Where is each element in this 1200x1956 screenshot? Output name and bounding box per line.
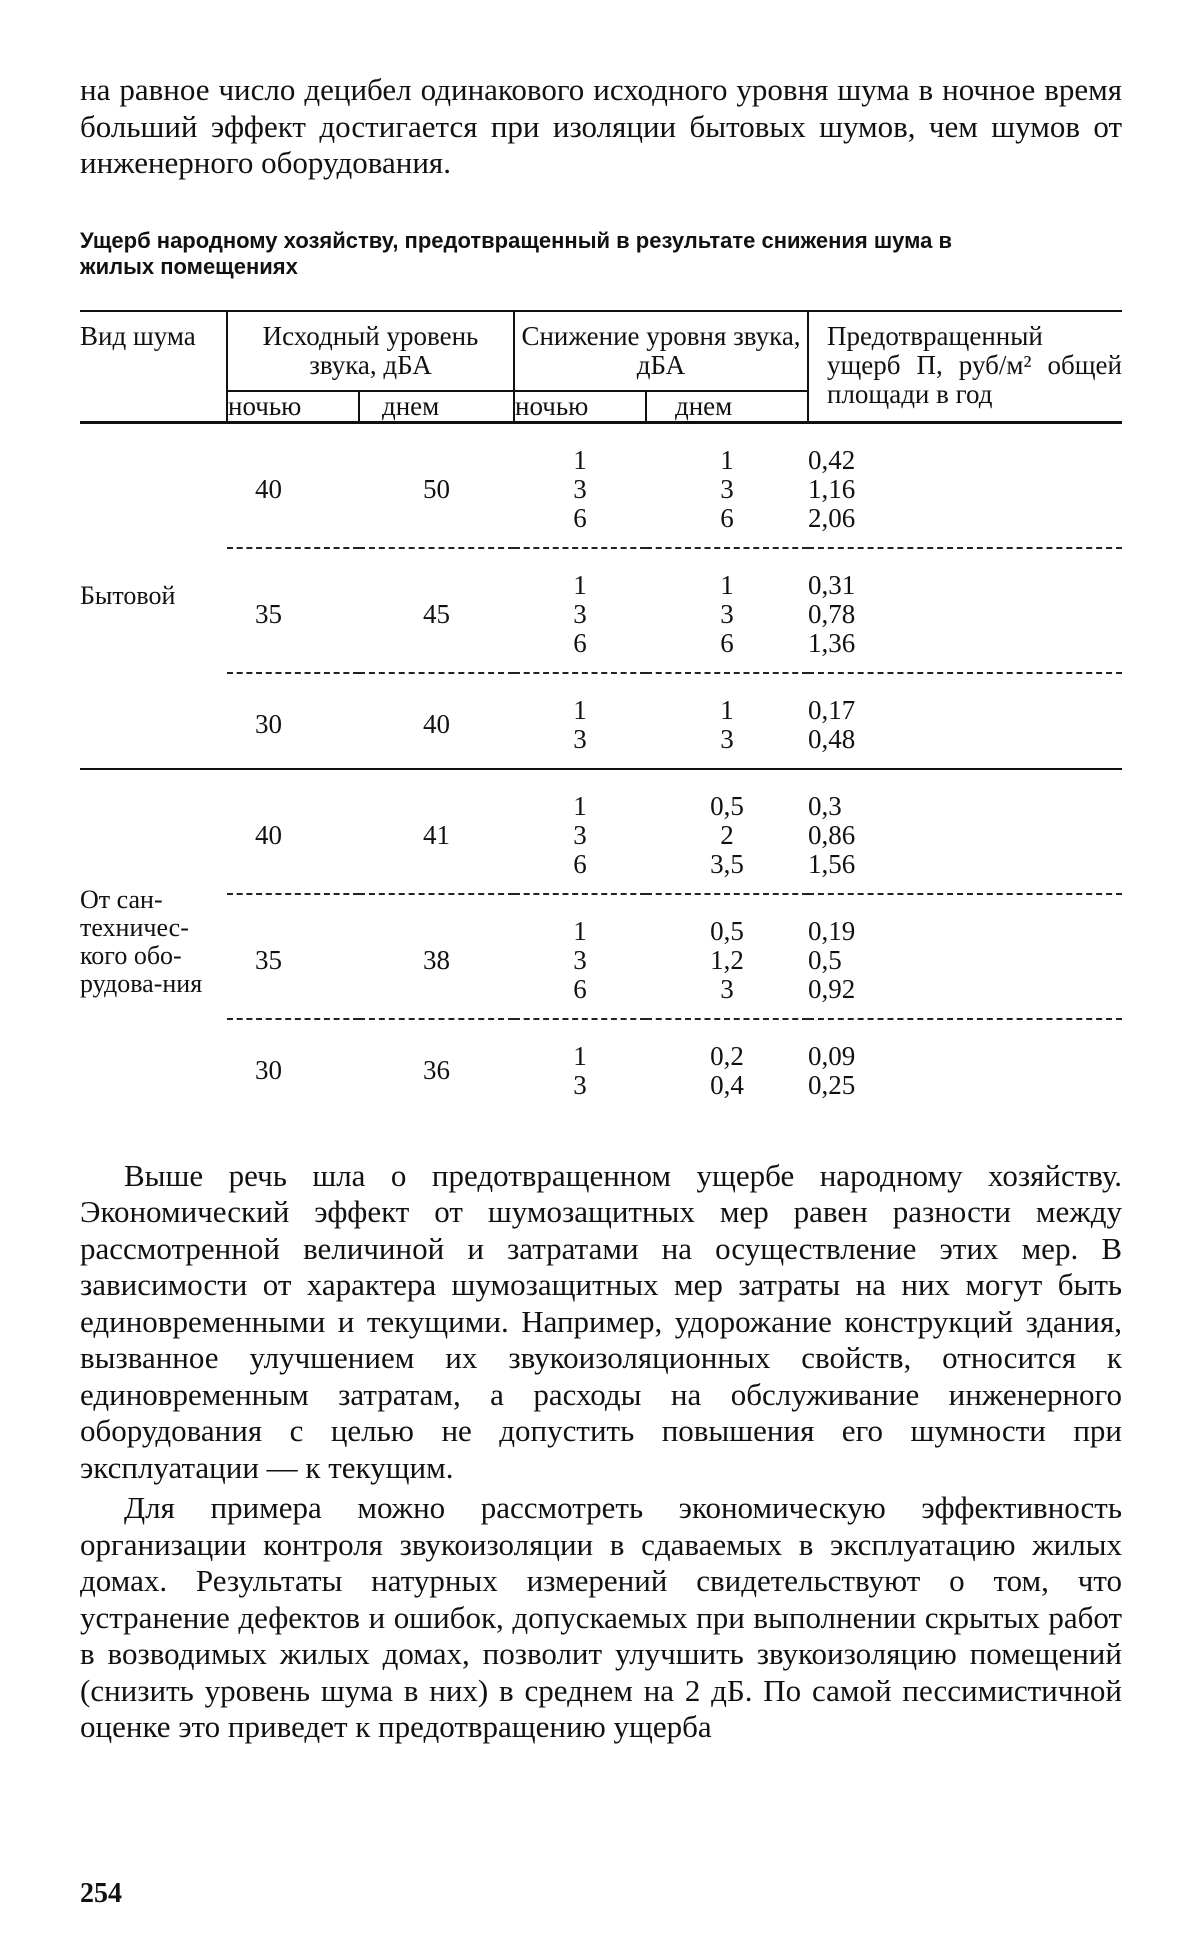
header-initial-level: Исходный уровень звука, дБА (227, 311, 514, 391)
initial-night-cell: 30 (227, 673, 359, 769)
body-paragraph-1: Выше речь шла о предотвращенном ущербе народному хозяйству. Экономический эффект от шумозащитных мер равен разности между рассмотренной величиной и затратами на осуществление этих мер. В зависимости от характера шумозащитных мер затраты на них могут быть единовременными и текущими. Например, удорожание конструкций здания, вызванное улучшением их звукоизоляционных свойств, относится к единовременным затратам, а расходы на обслуживание инженерного оборудования с целью не допустить повышения его шумности при эксплуатации — к текущим. (80, 1157, 1122, 1485)
initial-day-cell: 50 (359, 422, 514, 548)
page-content (80, 72, 1122, 1746)
header-initial-day: днем (359, 391, 514, 423)
noise-type-label: Бытовой (80, 422, 227, 769)
table-row (80, 1019, 1122, 1114)
reduction-night-cell: 1 3 6 (514, 894, 646, 1019)
reduction-night-cell: 1 3 6 (514, 422, 646, 548)
damage-cell: 0,17 0,48 (808, 673, 1122, 769)
table-row (80, 894, 1122, 1019)
reduction-day-cell: 0,5 1,2 3 (646, 894, 808, 1019)
header-reduction-day: днем (646, 391, 808, 423)
header-reduction: Снижение уровня звука, дБА (514, 311, 808, 391)
reduction-day-cell: 1 3 6 (646, 422, 808, 548)
damage-cell: 0,31 0,78 1,36 (808, 548, 1122, 673)
damage-cell: 0,09 0,25 (808, 1040, 856, 1100)
table-row (80, 548, 1122, 673)
intro-paragraph: на равное число децибел одинакового исходного уровня шума в ночное время больший эффект достигается при изоляции бытовых шумов, чем шумов от инженерного оборудования. (80, 72, 1122, 180)
initial-day-cell: 36 (423, 1055, 450, 1085)
initial-day-cell: 40 (359, 673, 514, 769)
initial-night-cell: 40 (227, 422, 359, 548)
damage-cell: 0,3 0,86 1,56 (808, 769, 1122, 894)
reduction-night-cell: 1 3 (514, 673, 646, 769)
table-caption: Ущерб народному хозяйству, предотвращенный в результате снижения шума в жилых помещениях (80, 227, 952, 279)
reduction-day-cell: 1 3 (646, 673, 808, 769)
damage-cell: 0,19 0,5 0,92 (808, 894, 1122, 1019)
page-number: 254 (80, 1878, 122, 1909)
reduction-day-cell: 1 3 6 (646, 548, 808, 673)
noise-type-label: От сан-техничес-кого обо-рудова-ния (80, 884, 203, 998)
reduction-night-cell: 1 3 (573, 1040, 587, 1100)
noise-damage-table (80, 310, 1122, 1114)
initial-night-cell: 35 (227, 894, 359, 1019)
header-initial-night: ночью (227, 391, 359, 423)
initial-day-cell: 38 (359, 894, 514, 1019)
header-reduction-night: ночью (514, 391, 646, 423)
table-row (80, 769, 1122, 894)
reduction-night-cell: 1 3 6 (514, 769, 646, 894)
header-noise-type: Вид шума (80, 311, 227, 423)
reduction-day-cell: 0,2 0,4 (710, 1040, 744, 1100)
initial-day-cell: 41 (359, 769, 514, 894)
initial-night-cell: 35 (227, 548, 359, 673)
reduction-night-cell: 1 3 6 (514, 548, 646, 673)
table-row (80, 673, 1122, 769)
initial-day-cell: 45 (359, 548, 514, 673)
table-body (80, 422, 1122, 1114)
initial-night-cell: 40 (227, 769, 359, 894)
reduction-day-cell: 0,5 2 3,5 (646, 769, 808, 894)
initial-night-cell: 30 (255, 1055, 282, 1085)
table-row (80, 422, 1122, 548)
body-paragraph-2: Для примера можно рассмотреть экономическую эффективность организации контроля звукоизоляции в сдаваемых в эксплуатацию жилых домах. Результаты натурных измерений свидетельствуют о том, что устранение дефектов и ошибок, допускаемых при выполнении скрытых работ в возводимых жилых домах, позволит улучшить звукоизоляцию помещений (снизить уровень шума в них) в среднем на 2 дБ. По самой пессимистичной оценке это приведет к предотвращению ущерба (80, 1490, 1122, 1744)
damage-cell: 0,42 1,16 2,06 (808, 422, 1122, 548)
header-damage: Предотвращенный ущерб П, руб/м² общей площади в год (808, 311, 1122, 423)
